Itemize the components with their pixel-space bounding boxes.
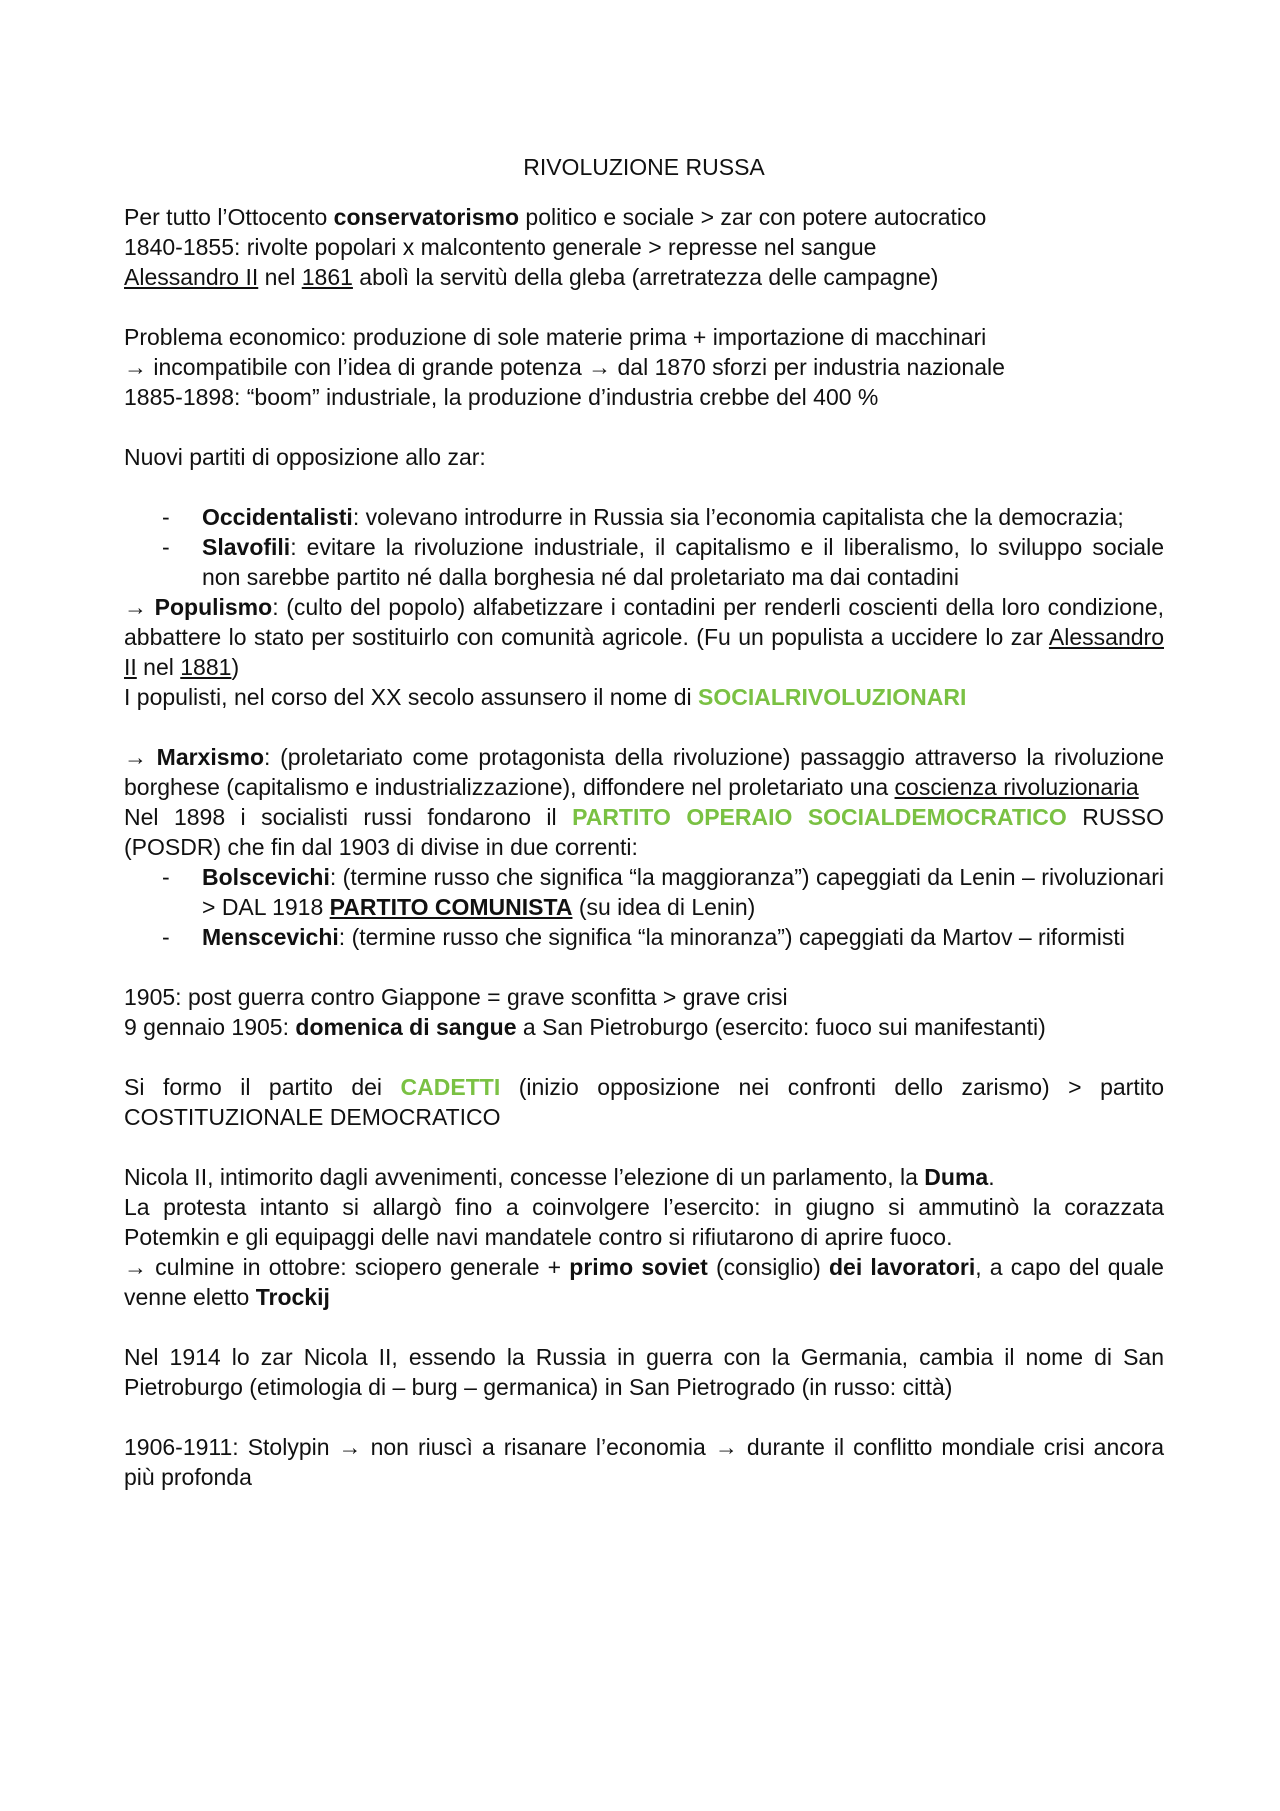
list-item-menscevichi [124, 922, 1164, 952]
text: : evitare la rivoluzione industriale, il capitalismo e il liberalismo, lo sviluppo sociale non sarebbe partito né dalla borghesia né dal proletariato ma dai contadini [202, 534, 1164, 590]
text: nel [258, 264, 302, 290]
paragraph-potenza [124, 352, 1164, 382]
paragraph-alessandro [124, 262, 1164, 292]
underlined-date: 1861 [301, 264, 353, 290]
bold-term: conservatorismo [333, 204, 520, 230]
text: RUSSO (POSDR) che fin dal 1903 di divise in due correnti: [124, 804, 1165, 860]
text: a San Pietroburgo (esercito: fuoco sui manifestanti) [516, 1014, 1046, 1040]
text: 9 gennaio 1905: [124, 1014, 296, 1040]
text: I populisti, nel corso del XX secolo assunsero il nome di [124, 684, 699, 710]
text: : (termine russo che significa “la maggioranza”) capeggiati da Lenin – rivoluzionari > DAL 1918 [202, 864, 1164, 920]
dash-bullet: - [162, 534, 170, 560]
bold-underlined-term: PARTITO COMUNISTA [329, 894, 573, 920]
paragraph-populismo [124, 592, 1164, 682]
paragraph-soviet [124, 1252, 1164, 1312]
text: , a capo del quale venne eletto [124, 1254, 1164, 1310]
text: : volevano introdurre in Russia sia l’economia capitalista che la democrazia; [352, 504, 1124, 530]
bold-term: dei lavoratori [829, 1254, 976, 1280]
text: incompatibile con l’idea di grande potenza [147, 354, 589, 380]
text: abolì la servitù della gleba (arretratezza delle campagne) [352, 264, 939, 290]
text: dal 1870 sforzi per industria nazionale [611, 354, 1005, 380]
bold-term: Duma [924, 1164, 989, 1190]
paragraph-ottocento [124, 202, 1164, 232]
dash-bullet: - [162, 864, 170, 890]
paragraph-stolypin [124, 1432, 1164, 1492]
bold-term: Populismo [154, 594, 273, 620]
text: Nel 1898 i socialisti russi fondarono il [124, 804, 573, 830]
page-title: RIVOLUZIONE RUSSA [523, 154, 765, 180]
list-item-slavofili [124, 532, 1164, 592]
arrow-icon: → [714, 1434, 738, 1460]
paragraph-1914: Nel 1914 lo zar Nicola II, essendo la Russia in guerra con la Germania, cambia il nome di San Pietroburgo (etimologia di – burg – germanica) in San Pietrogrado (in russo: città) [124, 1344, 1164, 1400]
bold-term: domenica di sangue [295, 1014, 517, 1040]
text: : (proletariato come protagonista della rivoluzione) passaggio attraverso la rivoluzione borghese (capitalismo e industrializzazione), diffondere nel proletariato una [124, 744, 1164, 800]
underlined-term: coscienza rivoluzionaria [894, 774, 1139, 800]
arrow-icon: → [124, 1254, 147, 1280]
text: : (termine russo che significa “la minoranza”) capeggiati da Martov – riformisti [338, 924, 1125, 950]
text: nel [136, 654, 181, 680]
highlight-term: PARTITO OPERAIO SOCIALDEMOCRATICO [572, 804, 1067, 830]
bold-term: Occidentalisti [202, 504, 353, 530]
paragraph-domenica [124, 1012, 1164, 1042]
paragraph-potemkin: La protesta intanto si allargò fino a coinvolgere l’esercito: in giugno si ammutinò la corazzata Potemkin e gli equipaggi delle navi mandatele contro si rifiutarono di aprire fuoco. [124, 1194, 1164, 1250]
text: (consiglio) [707, 1254, 829, 1280]
bold-term: Marxismo [156, 744, 265, 770]
highlight-term: SOCIALRIVOLUZIONARI [698, 684, 967, 710]
paragraph-marxismo [124, 742, 1164, 802]
document-page [124, 152, 1164, 1492]
dash-bullet: - [162, 504, 170, 530]
underlined-term: Alessandro II [124, 624, 1164, 680]
dash-bullet: - [162, 924, 170, 950]
paragraph-rivolte: 1840-1855: rivolte popolari x malcontento generale > represse nel sangue [124, 234, 877, 260]
arrow-icon: → [124, 744, 147, 770]
paragraph-partiti: Nuovi partiti di opposizione allo zar: [124, 444, 486, 470]
text: Per tutto l’Ottocento [124, 204, 334, 230]
text: politico e sociale > zar con potere autocratico [519, 204, 987, 230]
paragraph-duma [124, 1162, 1164, 1192]
paragraph-posdr [124, 802, 1164, 862]
text: 1906-1911: Stolypin [124, 1434, 339, 1460]
underlined-date: 1881 [180, 654, 232, 680]
text: (su idea di Lenin) [572, 894, 756, 920]
underlined-term: Alessandro II [124, 264, 259, 290]
text: . [988, 1164, 995, 1190]
arrow-icon: → [124, 354, 147, 380]
arrow-icon: → [588, 354, 612, 380]
paragraph-boom: 1885-1898: “boom” industriale, la produzione d’industria crebbe del 400 % [124, 384, 879, 410]
bold-term: Trockij [255, 1284, 330, 1310]
text: (inizio opposizione nei confronti dello zarismo) > partito COSTITUZIONALE DEMOCRATICO [124, 1074, 1165, 1130]
text: non riuscì a risanare l’economia [361, 1434, 715, 1460]
arrow-icon: → [124, 594, 147, 620]
text: culmine in ottobre: sciopero generale + [147, 1254, 570, 1280]
bold-term: Slavofili [202, 534, 291, 560]
paragraph-cadetti [124, 1072, 1164, 1132]
bold-term: Menscevichi [202, 924, 339, 950]
list-item-bolscevichi [124, 862, 1164, 922]
text: durante il conflitto mondiale crisi ancora più profonda [124, 1434, 1165, 1490]
arrow-icon: → [338, 1434, 362, 1460]
paragraph-problema: Problema economico: produzione di sole materie prima + importazione di macchinari [124, 324, 987, 350]
text: : (culto del popolo) alfabetizzare i contadini per renderli coscienti della loro condizione, abbattere lo stato per sostituirlo con comunità agricole. (Fu un populista a uccidere lo zar [124, 594, 1164, 650]
text: ) [231, 654, 240, 680]
paragraph-populisti [124, 682, 1164, 712]
bold-term: Bolscevichi [202, 864, 330, 890]
list-item-occidentalisti [124, 502, 1164, 532]
text: Nicola II, intimorito dagli avvenimenti, concesse l’elezione di un parlamento, la [124, 1164, 925, 1190]
highlight-term: CADETTI [400, 1074, 501, 1100]
text: Si formo il partito dei [124, 1074, 401, 1100]
bold-term: primo soviet [569, 1254, 708, 1280]
paragraph-1905: 1905: post guerra contro Giappone = grave sconfitta > grave crisi [124, 984, 788, 1010]
